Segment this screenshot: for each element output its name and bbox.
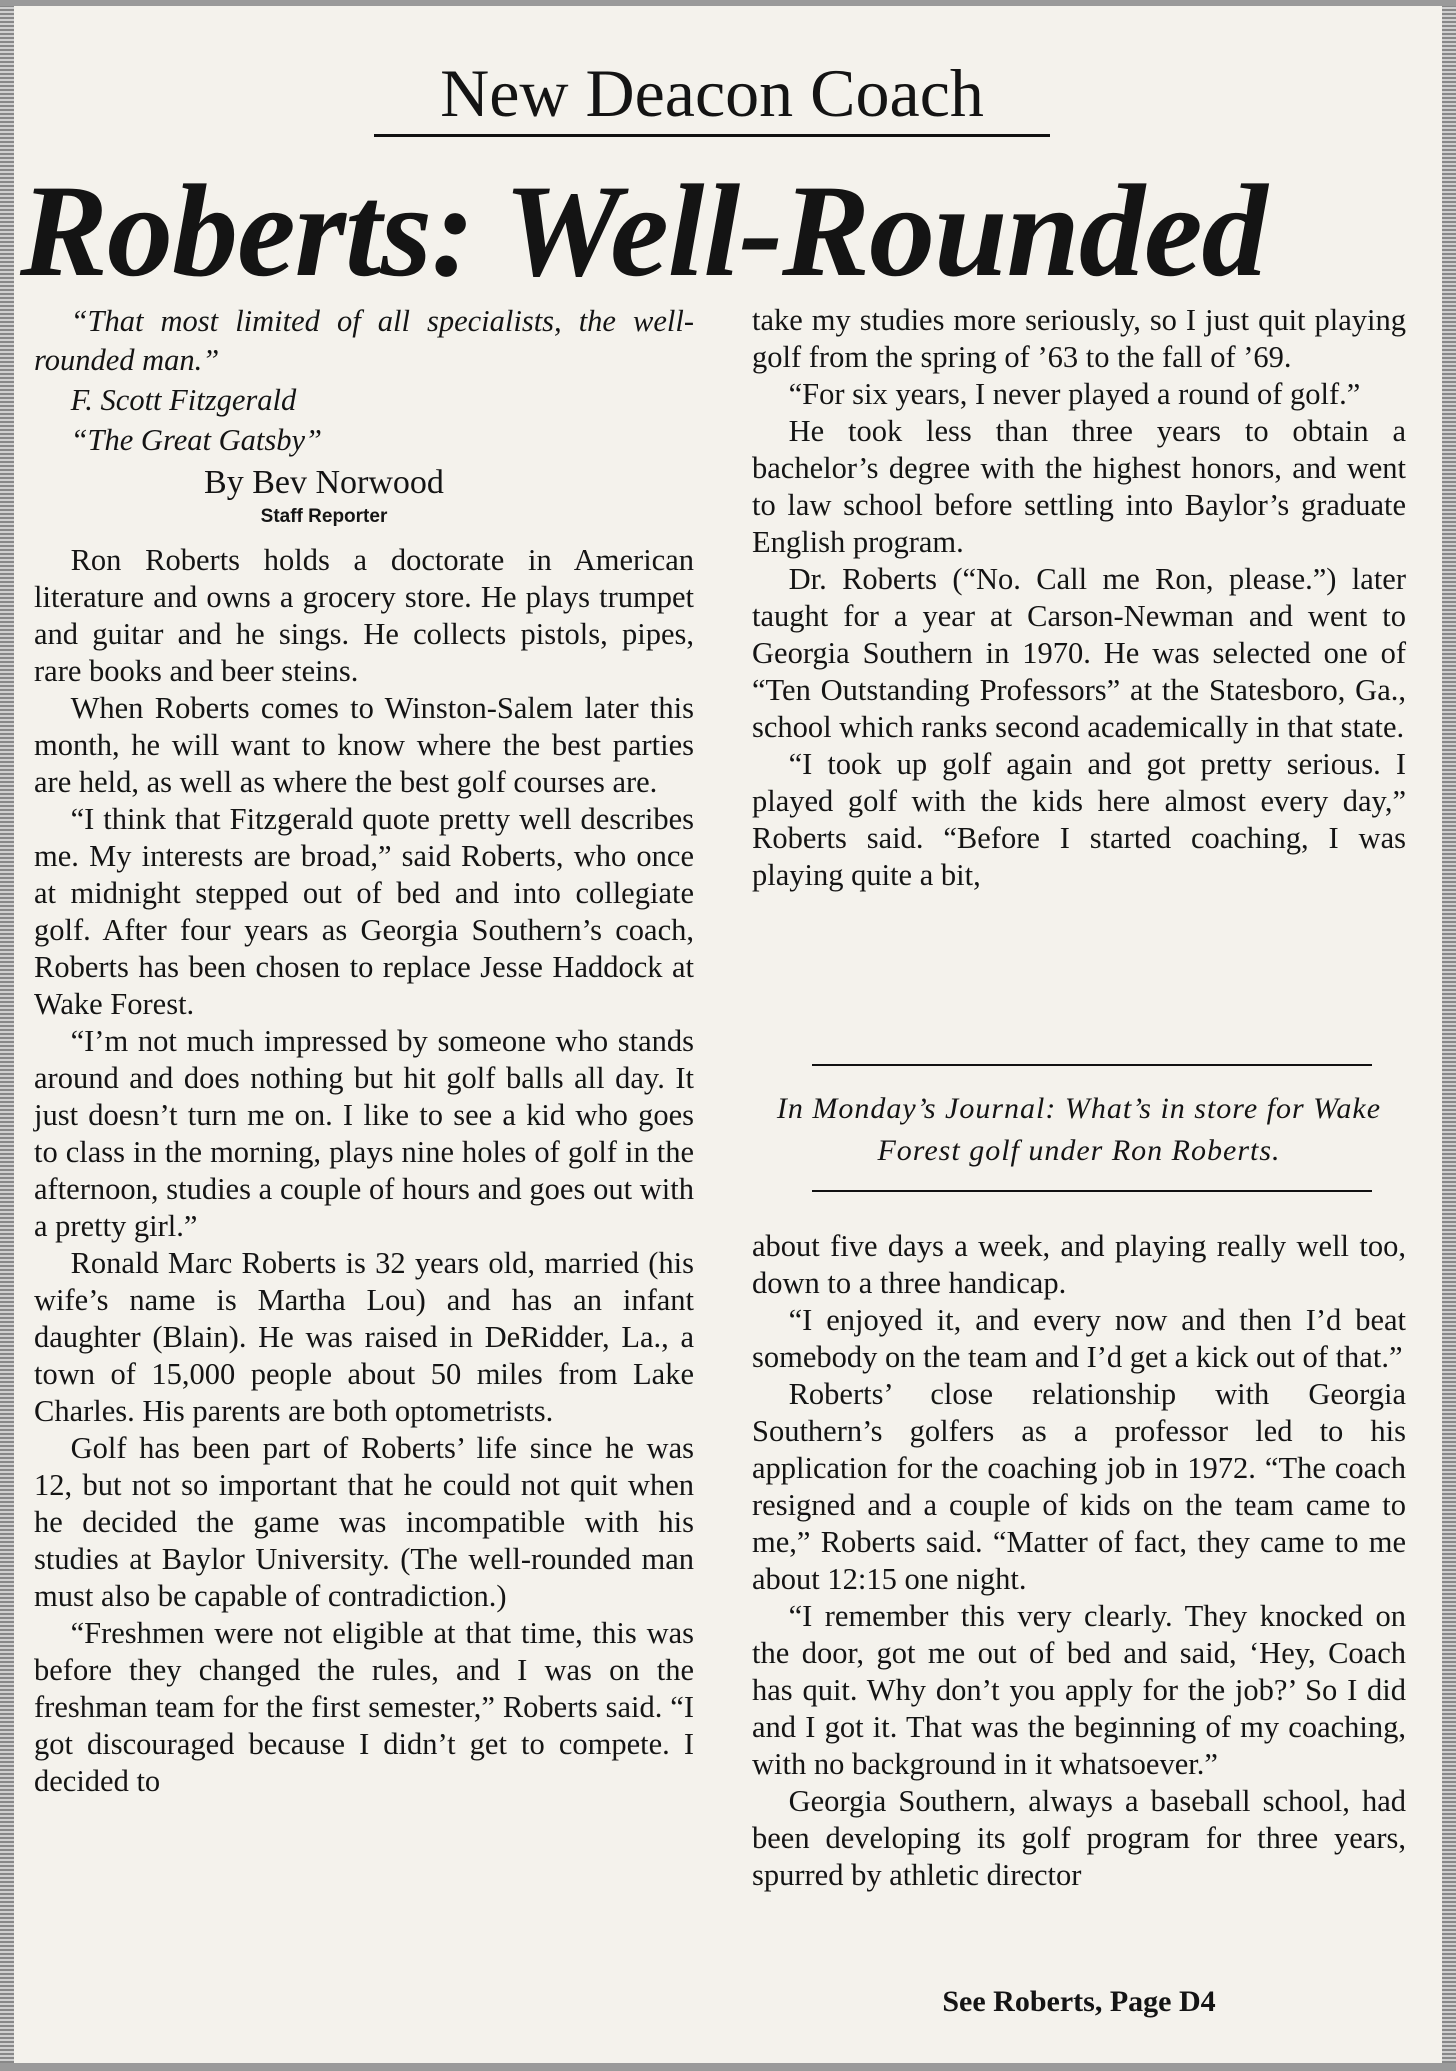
epigraph-quote: “That most limited of all specialists, the well-rounded man.” [34,304,694,377]
article-column-1 [34,302,694,1800]
paragraph: “I took up golf again and got pretty serious. I played golf with the kids here almost every day,” Roberts said. “Before I started coaching, I was playing quite a bit, [752,747,1406,892]
paragraph: Roberts’ close relationship with Georgia Southern’s golfers as a professor led to his application for the coaching job in 1972. “The coach resigned and a couple of kids on the team came to me,” Roberts said. “Matter of fact, they came to me about 12:15 one night. [752,1377,1406,1596]
scan-edge-left [0,6,14,2063]
paragraph: “I enjoyed it, and every now and then I’d beat somebody on the team and I’d get a kick out of that.” [752,1303,1406,1374]
paragraph: He took less than three years to obtain a bachelor’s degree with the highest honors, and went to law school before settling into Baylor’s graduate English program. [752,414,1406,559]
article-column-2-top [752,302,1406,894]
paragraph: Golf has been part of Roberts’ life since he was 12, but not so important that he could not quit when he decided the game was incompatible with his studies at Baylor University. (The well-rounded man must also be capable of contradiction.) [34,1431,694,1613]
teaser-rule-top [812,1064,1372,1066]
paragraph: “Freshmen were not eligible at that time, this was before they changed the rules, and I was on the freshman team for the first semester,” Roberts said. “I got discouraged because I didn’t get to compete. I decided to [34,1616,694,1798]
paragraph: When Roberts comes to Winston-Salem later this month, he will want to know where the best parties are held, as well as where the best golf courses are. [34,691,694,799]
paragraph: Georgia Southern, always a baseball school, had been developing its golf program for three years, spurred by athletic director [752,1784,1406,1892]
teaser-box [752,1064,1406,1194]
epigraph-source: “The Great Gatsby” [70,423,322,457]
byline: By Bev Norwood [204,464,444,501]
byline-role: Staff Reporter [260,506,388,527]
kicker-underline [374,134,1050,137]
paragraph: Ron Roberts holds a doctorate in American literature and owns a grocery store. He plays trumpet and guitar and he sings. He collects pistols, pipes, rare books and beer steins. [34,543,694,688]
jump-line: See Roberts, Page D4 [942,1985,1216,2018]
scan-edge-right [1442,6,1456,2063]
main-headline: Roberts: Well-Rounded [20,157,1267,304]
epigraph-author: F. Scott Fitzgerald [70,383,297,417]
paragraph: Ronald Marc Roberts is 32 years old, married (his wife’s name is Martha Lou) and has an infant daughter (Blain). He was raised in DeRidder, La., a town of 15,000 people about 50 miles from Lake Charles. His parents are both optometrists. [34,1246,694,1428]
paragraph: “I’m not much impressed by someone who stands around and does nothing but hit golf balls all day. It just doesn’t turn me on. I like to see a kid who goes to class in the morning, plays nine holes of golf in the afternoon, studies a couple of hours and goes out with a pretty girl.” [34,1024,694,1243]
article-column-2-bottom [752,1228,1406,1894]
paragraph: “I remember this very clearly. They knocked on the door, got me out of bed and said, ‘Hey, Coach has quit. Why don’t you apply for the job?’ So I did and I got it. That was the beginning of my coaching, with no background in it whatsoever.” [752,1599,1406,1781]
paragraph: “I think that Fitzgerald quote pretty well describes me. My interests are broad,” said Roberts, who once at midnight stepped out of bed and into collegiate golf. After four years as Georgia Southern’s coach, Roberts has been chosen to replace Jesse Haddock at Wake Forest. [34,802,694,1021]
paragraph: Dr. Roberts (“No. Call me Ron, please.”) later taught for a year at Carson-Newman and went to Georgia Southern in 1970. He was selected one of “Ten Outstanding Professors” at the Statesboro, Ga., school which ranks second academically in that state. [752,562,1406,744]
paragraph: about five days a week, and playing really well too, down to a three handicap. [752,1229,1406,1300]
paragraph: take my studies more seriously, so I just quit playing golf from the spring of ’63 to the fall of ’69. [752,303,1406,374]
teaser-rule-bottom [812,1190,1372,1192]
kicker-headline: New Deacon Coach [440,55,984,131]
teaser-text: In Monday’s Journal: What’s in store for Wake Forest golf under Ron Roberts. [776,1092,1382,1167]
paragraph: “For six years, I never played a round of golf.” [788,377,1361,411]
